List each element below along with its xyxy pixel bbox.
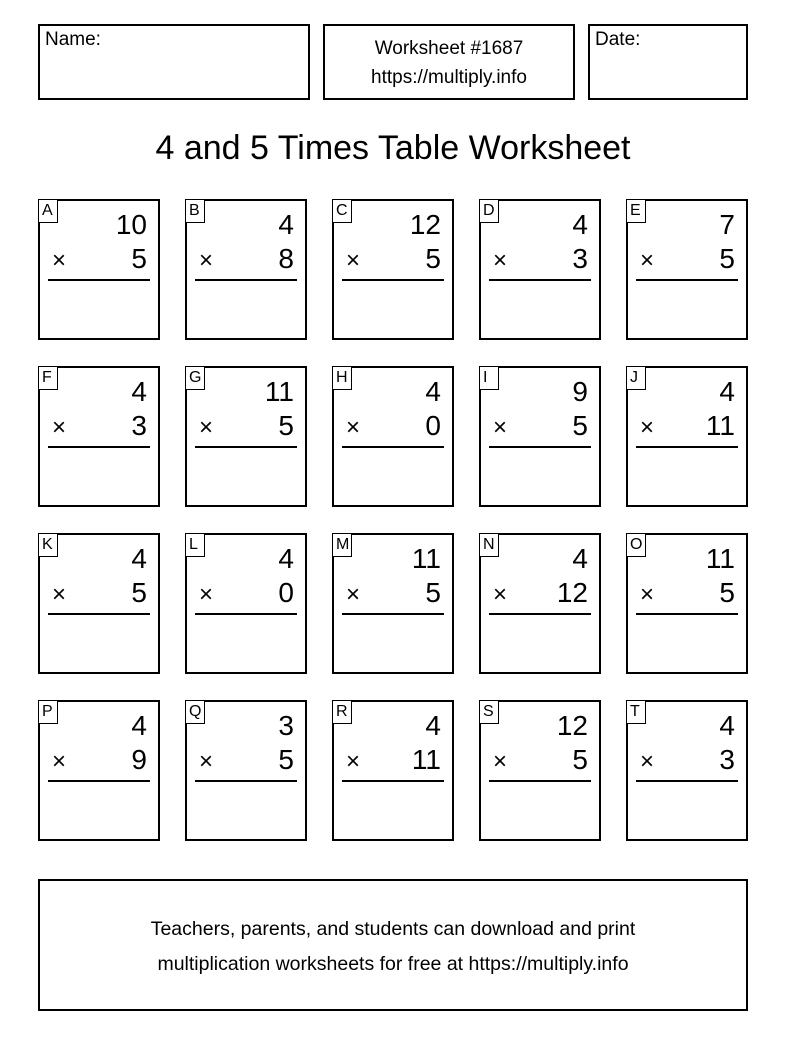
problem-letter: E xyxy=(626,199,646,223)
multiplicand: 4 xyxy=(719,376,735,407)
answer-line xyxy=(489,279,591,281)
answer-line xyxy=(195,613,297,615)
multiplier: 3 xyxy=(572,243,588,274)
answer-line xyxy=(48,780,150,782)
multiplicand: 4 xyxy=(425,376,441,407)
problem-letter: C xyxy=(332,199,352,223)
multiplier: 5 xyxy=(425,577,441,608)
name-label: Name: xyxy=(45,29,101,50)
multiplicand: 4 xyxy=(278,209,294,240)
problem-card xyxy=(185,533,307,674)
problem-card xyxy=(38,366,160,507)
problem-letter: A xyxy=(38,199,58,223)
multiply-sign: × xyxy=(640,414,655,441)
answer-line xyxy=(636,780,738,782)
problem-card xyxy=(626,700,748,841)
problem-letter: P xyxy=(38,700,58,724)
multiplier: 9 xyxy=(131,744,147,775)
name-field[interactable] xyxy=(38,24,310,100)
problem-card xyxy=(479,700,601,841)
multiplier: 12 xyxy=(556,577,588,608)
multiplier: 5 xyxy=(425,243,441,274)
problem-letter: T xyxy=(626,700,646,724)
multiply-sign: × xyxy=(52,581,67,608)
multiplier: 3 xyxy=(719,744,735,775)
problem-letter: K xyxy=(38,533,58,557)
multiply-sign: × xyxy=(640,581,655,608)
problem-card xyxy=(38,700,160,841)
multiplier: 11 xyxy=(411,744,441,775)
multiplier: 0 xyxy=(278,577,294,608)
multiplicand: 4 xyxy=(425,710,441,741)
problem-card xyxy=(479,366,601,507)
multiplier: 5 xyxy=(278,410,294,441)
multiplier: 8 xyxy=(278,243,294,274)
problem-card xyxy=(185,199,307,340)
page-title: 4 and 5 Times Table Worksheet xyxy=(155,129,631,167)
problem-card xyxy=(38,199,160,340)
answer-line xyxy=(48,446,150,448)
multiplicand: 4 xyxy=(572,209,588,240)
multiply-sign: × xyxy=(346,581,361,608)
problem-card xyxy=(332,366,454,507)
multiply-sign: × xyxy=(346,748,361,775)
multiplicand: 9 xyxy=(572,376,588,407)
problem-letter: F xyxy=(38,366,58,390)
multiplier: 11 xyxy=(705,410,735,441)
multiplicand: 4 xyxy=(131,710,147,741)
multiply-sign: × xyxy=(52,414,67,441)
answer-line xyxy=(342,446,444,448)
multiplicand: 10 xyxy=(115,209,147,240)
multiplicand: 3 xyxy=(278,710,294,741)
problem-card xyxy=(38,533,160,674)
multiply-sign: × xyxy=(199,581,214,608)
multiplier: 5 xyxy=(572,410,588,441)
multiply-sign: × xyxy=(199,247,214,274)
multiplier: 5 xyxy=(278,744,294,775)
problem-card xyxy=(185,366,307,507)
problem-letter: R xyxy=(332,700,352,724)
answer-line xyxy=(489,446,591,448)
multiplier: 5 xyxy=(131,243,147,274)
multiplier: 5 xyxy=(719,577,735,608)
problem-letter: B xyxy=(185,199,205,223)
footer-line-1: Teachers, parents, and students can download and print xyxy=(150,918,636,940)
multiply-sign: × xyxy=(346,247,361,274)
footer-box xyxy=(38,879,748,1011)
problem-card xyxy=(626,366,748,507)
multiply-sign: × xyxy=(493,748,508,775)
answer-line xyxy=(195,780,297,782)
problem-card xyxy=(479,533,601,674)
multiplicand: 4 xyxy=(278,543,294,574)
multiplicand: 7 xyxy=(719,209,735,240)
problem-letter: H xyxy=(332,366,352,390)
multiply-sign: × xyxy=(640,247,655,274)
answer-line xyxy=(195,446,297,448)
problem-card xyxy=(479,199,601,340)
problem-card xyxy=(626,533,748,674)
problem-letter: M xyxy=(332,533,352,557)
multiplicand: 4 xyxy=(572,543,588,574)
multiply-sign: × xyxy=(199,414,214,441)
worksheet-info-box xyxy=(323,24,575,100)
multiplicand: 12 xyxy=(556,710,588,741)
problem-card xyxy=(626,199,748,340)
multiplier: 5 xyxy=(719,243,735,274)
worksheet-number: Worksheet #1687 xyxy=(374,38,524,59)
answer-line xyxy=(489,613,591,615)
multiplicand: 11 xyxy=(411,543,441,574)
multiplier: 0 xyxy=(425,410,441,441)
answer-line xyxy=(342,780,444,782)
problem-card xyxy=(185,700,307,841)
multiplicand: 4 xyxy=(131,543,147,574)
problem-card xyxy=(332,199,454,340)
problem-letter: L xyxy=(185,533,205,557)
answer-line xyxy=(48,279,150,281)
answer-line xyxy=(636,279,738,281)
multiply-sign: × xyxy=(493,247,508,274)
multiply-sign: × xyxy=(640,748,655,775)
problem-card xyxy=(332,533,454,674)
footer-line-2: multiplication worksheets for free at https://multiply.info xyxy=(157,953,629,975)
multiplier: 5 xyxy=(572,744,588,775)
answer-line xyxy=(489,780,591,782)
date-label: Date: xyxy=(595,29,641,50)
problem-letter: S xyxy=(479,700,499,724)
problem-letter: G xyxy=(185,366,205,390)
multiplicand: 11 xyxy=(705,543,735,574)
problem-letter: I xyxy=(479,366,499,390)
multiply-sign: × xyxy=(52,247,67,274)
worksheet-url: https://multiply.info xyxy=(371,67,527,88)
answer-line xyxy=(195,279,297,281)
multiplier: 5 xyxy=(131,577,147,608)
multiply-sign: × xyxy=(493,414,508,441)
multiplier: 3 xyxy=(131,410,147,441)
multiplicand: 12 xyxy=(409,209,441,240)
multiply-sign: × xyxy=(52,748,67,775)
problem-letter: D xyxy=(479,199,499,223)
date-field[interactable] xyxy=(588,24,748,100)
answer-line xyxy=(342,613,444,615)
problem-letter: Q xyxy=(185,700,205,724)
problem-letter: J xyxy=(626,366,646,390)
problem-card xyxy=(332,700,454,841)
multiplicand: 4 xyxy=(131,376,147,407)
answer-line xyxy=(636,613,738,615)
multiplicand: 11 xyxy=(264,376,294,407)
answer-line xyxy=(342,279,444,281)
answer-line xyxy=(636,446,738,448)
multiply-sign: × xyxy=(346,414,361,441)
problem-letter: O xyxy=(626,533,646,557)
multiply-sign: × xyxy=(493,581,508,608)
answer-line xyxy=(48,613,150,615)
multiplicand: 4 xyxy=(719,710,735,741)
multiply-sign: × xyxy=(199,748,214,775)
problem-letter: N xyxy=(479,533,499,557)
